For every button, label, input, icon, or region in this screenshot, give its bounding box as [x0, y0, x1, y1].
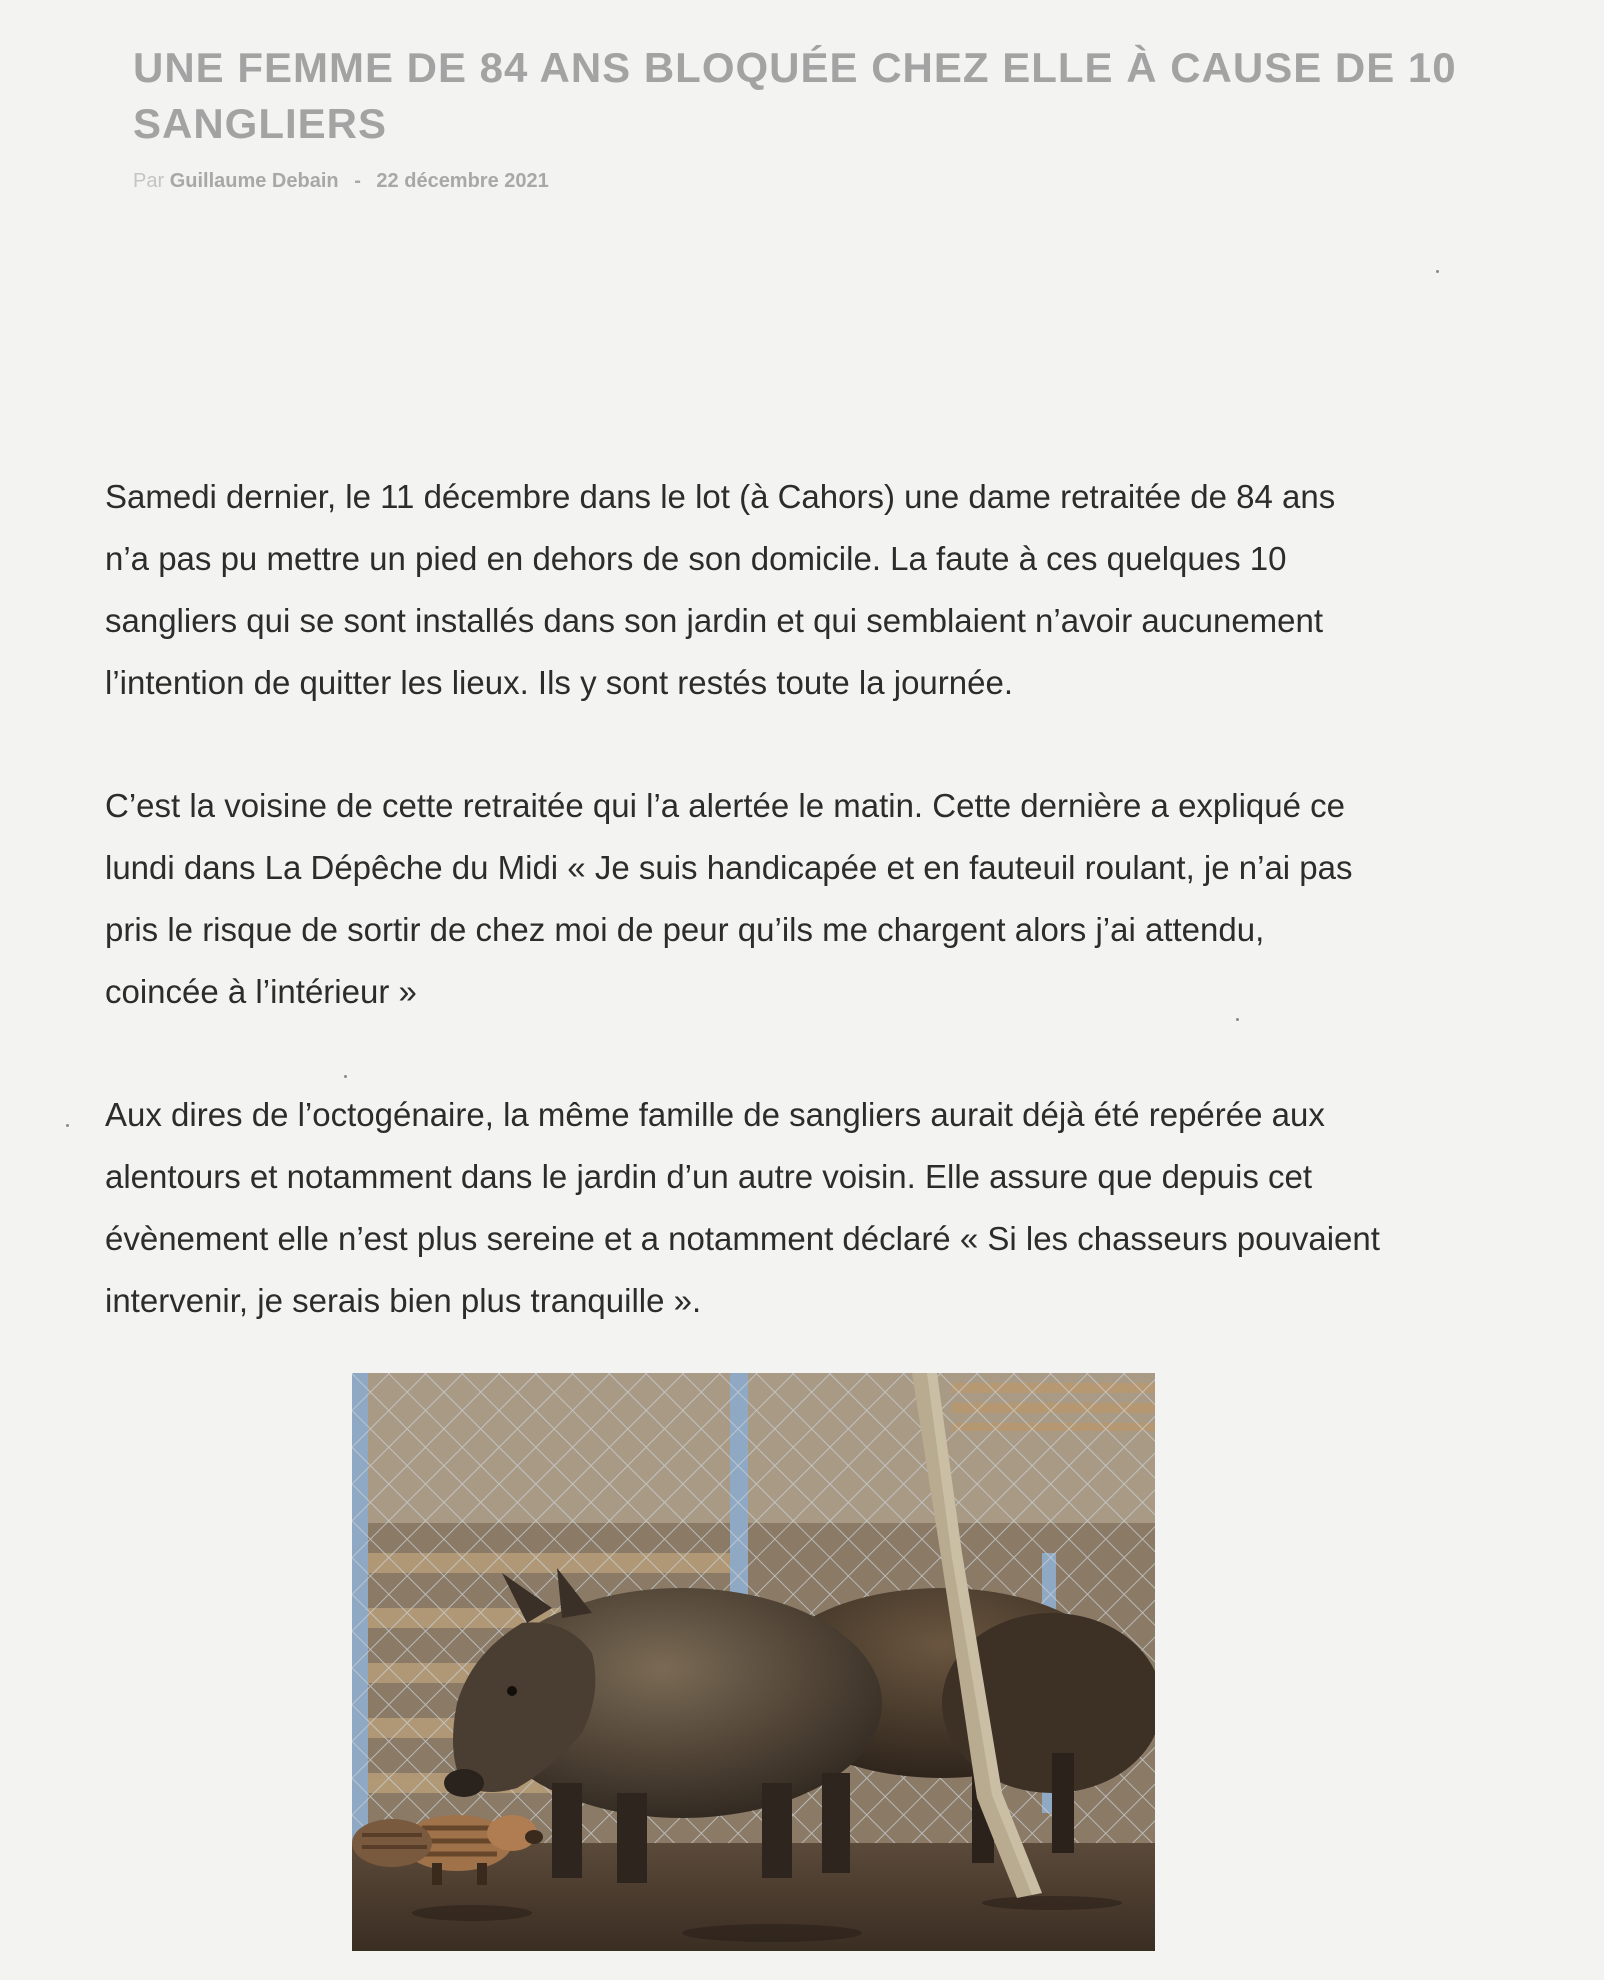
paragraph-line: l’intention de quitter les lieux. Ils y sont restés toute la journée.	[105, 664, 1013, 701]
paragraph	[105, 1084, 1545, 1332]
article-title-line: SANGLIERS	[133, 100, 388, 147]
author-link[interactable]: Guillaume Debain	[169, 170, 339, 192]
paragraph-line: pris le risque de sortir de chez moi de peur qu’ils me chargent alors j’ai attendu,	[105, 911, 1265, 948]
paragraph-line: intervenir, je serais bien plus tranquille ».	[105, 1282, 702, 1319]
article-title-line: UNE FEMME DE 84 ANS BLOQUÉE CHEZ ELLE À CAUSE DE 10	[133, 44, 1457, 91]
paragraph	[105, 775, 1545, 1023]
paragraph-line: lundi dans La Dépêche du Midi « Je suis handicapée et en fauteuil roulant, je n’ai pas	[105, 849, 1353, 886]
paragraph-line: coincée à l’intérieur »	[105, 973, 417, 1010]
paragraph-line: Samedi dernier, le 11 décembre dans le lot (à Cahors) une dame retraitée de 84 ans	[105, 478, 1336, 515]
byline-separator: -	[354, 170, 361, 192]
byline-prefix: Par	[133, 170, 165, 192]
paragraph-line: n’a pas pu mettre un pied en dehors de son domicile. La faute à ces quelques 10	[105, 540, 1287, 577]
paragraph-line: alentours et notamment dans le jardin d’un autre voisin. Elle assure que depuis cet	[105, 1158, 1313, 1195]
scan-speck	[344, 1075, 347, 1078]
paragraph-line: C’est la voisine de cette retraitée qui l’a alertée le matin. Cette dernière a expliqué ce	[105, 787, 1346, 824]
publish-date: 22 décembre 2021	[376, 170, 549, 192]
scan-speck	[1436, 270, 1439, 273]
article-title	[133, 40, 1513, 152]
wild-boar-photo	[352, 1373, 1155, 1951]
scan-speck	[66, 1124, 69, 1127]
paragraph-line: Aux dires de l’octogénaire, la même famille de sangliers aurait déjà été repérée aux	[105, 1096, 1325, 1133]
article-body	[105, 466, 1545, 1393]
scan-speck	[1236, 1018, 1239, 1021]
paragraph	[105, 466, 1545, 714]
paragraph-line: évènement elle n’est plus sereine et a notamment déclaré « Si les chasseurs pouvaient	[105, 1220, 1380, 1257]
byline	[133, 170, 549, 193]
paragraph-line: sangliers qui se sont installés dans son jardin et qui semblaient n’avoir aucunement	[105, 602, 1324, 639]
